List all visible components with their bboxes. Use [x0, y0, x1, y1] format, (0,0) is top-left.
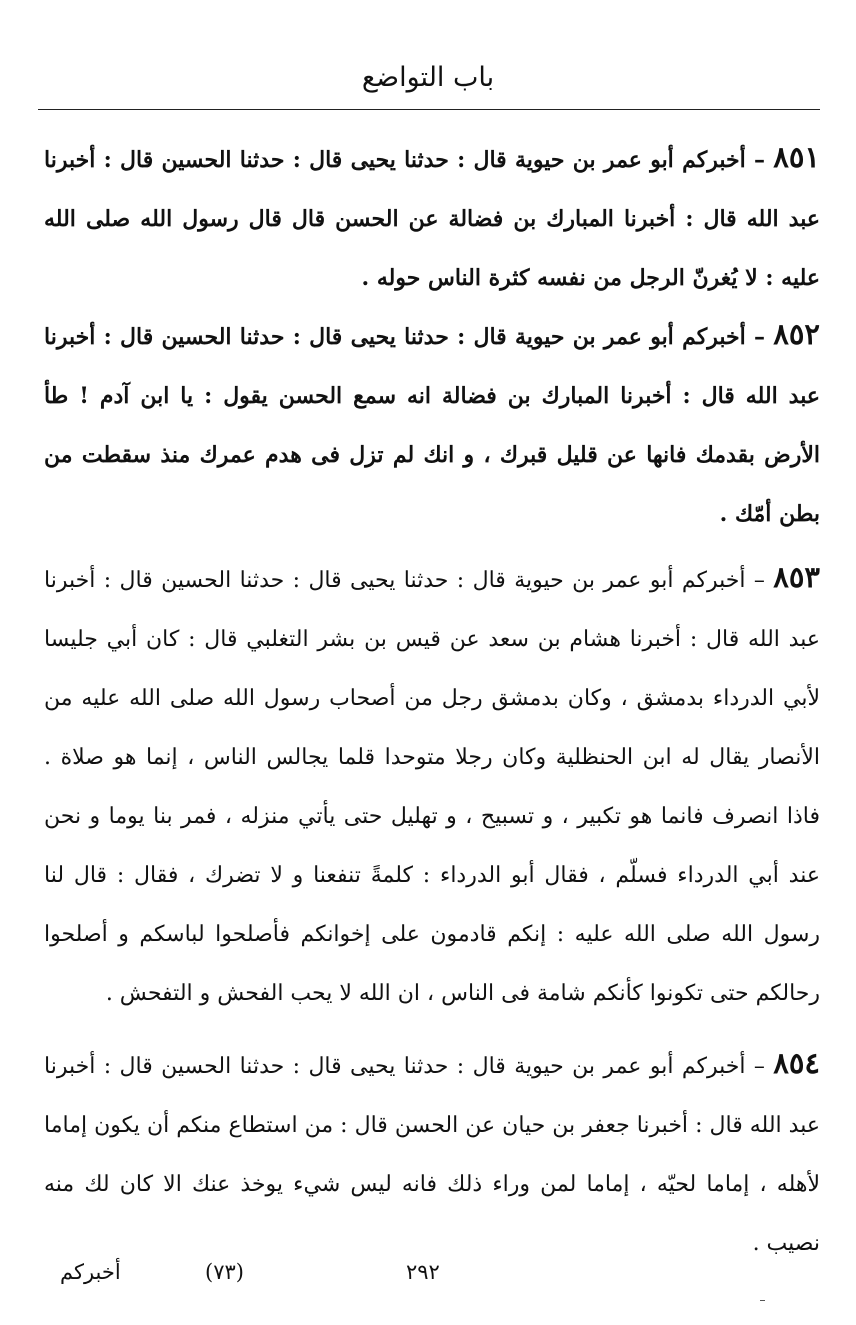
hadith-text: – أخبركم أبو عمر بن حيوية قال : حدثنا يحيى قال : حدثنا الحسين قال : أخبرنا عبد الله قال : أخبرنا هشام بن سعد عن قيس بن بشر التغلبي قال : كان أبي جليسا لأبي الدرداء بدمشق ، وكان بدمشق رجل من أصحاب رسول الله صلى الله عليه من الأنصار يقال له ابن الحنظلية وكان رجلا متوحدا قلما يجالس الناس ، إنما هو صلاة . فاذا انصرف فانما هو تكبير ، و تسبيح ، و تهليل حتى يأتي منزله ، فمر بنا يوما و نحن عند أبي الدرداء فسلّم ، فقال أبو الدرداء : كلمةً تنفعنا و لا تضرك ، فقال : قال لنا رسول الله صلى الله عليه : إنكم قادمون على إخوانكم فأصلحوا لباسكم و أصلحوا رحالكم حتى تكونوا كأنكم شامة فى الناس ، ان الله لا يحب الفحش و التفحش .: [44, 568, 821, 1006]
hadith-851: [44, 128, 820, 308]
page-number: ٢٩٢: [406, 1260, 440, 1284]
hadith-number: ٨٥٤: [773, 1046, 820, 1080]
hadith-text: – أخبركم أبو عمر بن حيوية قال : حدثنا يحيى قال : حدثنا الحسين قال : أخبرنا عبد الله قال : أخبرنا جعفر بن حيان عن الحسن قال : من استطاع منكم أن يكون إماما لأهله ، إماما لحيّه ، إماما لمن وراء ذلك فانه ليس شيء يوخذ عنك الا كان لك منه نصيب .: [44, 1054, 820, 1256]
hadith-number: ٨٥١: [773, 140, 820, 174]
print-speck: [760, 1300, 765, 1301]
hadith-852: [44, 305, 820, 544]
hadith-number: ٨٥٢: [773, 317, 820, 351]
hadith-text: – أخبركم أبو عمر بن حيوية قال : حدثنا يحيى قال : حدثنا الحسين قال : أخبرنا عبد الله قال : أخبرنا المبارك بن فضالة عن الحسن قال قال رسول الله صلى الله عليه : لا يُغرنّ الرجل من نفسه كثرة الناس حوله .: [44, 147, 820, 291]
catchword: أخبركم: [60, 1260, 121, 1284]
page-footer: [0, 1252, 856, 1292]
header-divider: [38, 109, 820, 110]
hadith-853: [44, 548, 820, 1023]
hadith-854: [44, 1034, 820, 1273]
chapter-title: باب التواضع: [361, 62, 495, 93]
hadith-text: – أخبركم أبو عمر بن حيوية قال : حدثنا يحيى قال : حدثنا الحسين قال : أخبرنا عبد الله قال : أخبرنا المبارك بن فضالة انه سمع الحسن يقول : يا ابن آدم ! طأ الأرض بقدمك فانها عن قليل قبرك ، و انك لم تزل فى هدم عمرك منذ سقطت من بطن أمّك .: [44, 324, 820, 527]
hadith-number: ٨٥٣: [773, 560, 820, 594]
part-number: (٧٣): [205, 1260, 244, 1284]
